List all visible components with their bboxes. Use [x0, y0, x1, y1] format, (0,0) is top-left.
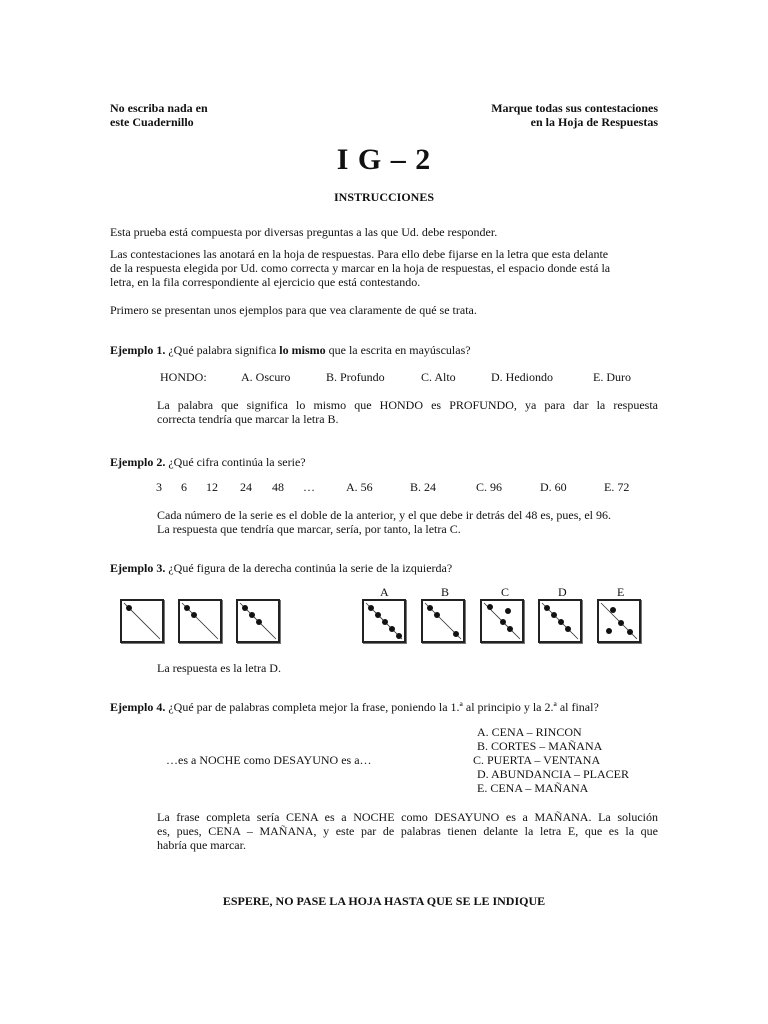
example-2-series-2: 12 — [206, 480, 218, 494]
example-4-expl-line1: La frase completa sería CENA es a NOCHE como DESAYUNO es a MAÑANA. La solución — [157, 810, 658, 824]
example-3-letter-b: B — [441, 585, 450, 599]
example-1-q-post: que la escrita en mayúsculas? — [325, 343, 471, 357]
example-2-option-d: D. 60 — [540, 480, 567, 494]
example-4-expl-line3: habría que marcar. — [157, 838, 246, 852]
example-4-option-d: D. ABUNDANCIA – PLACER — [477, 767, 630, 781]
example-1-q-bold: lo mismo — [279, 343, 326, 357]
option-figure-e — [597, 599, 641, 643]
example-2-label: Ejemplo 2. — [110, 455, 166, 469]
example-3-question-text: ¿Qué figura de la derecha continúa la serie de la izquierda? — [165, 561, 453, 575]
example-1-explanation — [157, 398, 658, 426]
example-3-answer: La respuesta es la letra D. — [157, 661, 281, 675]
example-4-option-e: E. CENA – MAÑANA — [477, 781, 589, 795]
example-4-option-a: A. CENA – RINCON — [477, 725, 582, 739]
header-right-line2: en la Hoja de Respuestas — [530, 115, 658, 129]
example-4-options — [473, 725, 630, 795]
example-1-expl-line2: correcta tendría que marcar la letra B. — [157, 412, 339, 426]
example-4-expl-line2: es, pues, CENA – MAÑANA, y este par de palabras tienen delante la letra E, que es la que — [157, 824, 658, 838]
footer-notice: ESPERE, NO PASE LA HOJA HASTA QUE SE LE INDIQUE — [222, 894, 546, 908]
intro-paragraph-3: Primero se presentan unos ejemplos para que vea claramente de qué se trata. — [110, 303, 477, 317]
example-2-option-c: C. 96 — [476, 480, 503, 494]
example-2-option-e: E. 72 — [604, 480, 630, 494]
example-2-series-1: 6 — [181, 480, 187, 494]
example-1-q-pre: ¿Qué palabra significa — [165, 343, 280, 357]
intro-paragraph-1: Esta prueba está compuesta por diversas preguntas a las que Ud. debe responder. — [110, 225, 498, 239]
example-2-option-b: B. 24 — [410, 480, 437, 494]
example-4-question-text: ¿Qué par de palabras completa mejor la frase, poniendo la 1.ª al principio y la 2.ª al final? — [165, 700, 599, 714]
series-figure-2 — [178, 599, 222, 643]
series-figure-1 — [120, 599, 164, 643]
intro-p2-line2: de la respuesta elegida por Ud. como correcta y marcar en la hoja de respuestas, el espacio donde está la — [110, 261, 611, 275]
example-2-series-5: … — [303, 480, 315, 494]
example-3-question — [110, 561, 452, 576]
page-subtitle: INSTRUCCIONES — [333, 190, 435, 204]
example-1-word: HONDO: — [160, 370, 207, 384]
example-4-explanation — [157, 810, 658, 852]
example-1-option-c: C. Alto — [421, 370, 456, 384]
example-2-explanation — [157, 508, 658, 536]
intro-paragraph-2 — [110, 247, 658, 289]
header-right-line1: Marque todas sus contestaciones — [491, 101, 658, 115]
example-3-letter-d: D — [558, 585, 567, 599]
example-2-question-text: ¿Qué cifra continúa la serie? — [165, 455, 306, 469]
example-4-label: Ejemplo 4. — [110, 700, 166, 714]
example-2-option-a: A. 56 — [346, 480, 373, 494]
option-figure-d — [538, 599, 582, 643]
example-3-letter-a: A — [380, 585, 389, 599]
example-3-label: Ejemplo 3. — [110, 561, 166, 575]
example-1-option-a: A. Oscuro — [241, 370, 291, 384]
example-4-option-b: B. CORTES – MAÑANA — [477, 739, 603, 753]
example-2-series-0: 3 — [156, 480, 162, 494]
option-figure-b — [421, 599, 465, 643]
example-4-phrase: …es a NOCHE como DESAYUNO es a… — [166, 753, 372, 767]
header-left-line1: No escriba nada en — [110, 101, 208, 115]
example-4-question — [110, 700, 599, 715]
intro-p2-line1: Las contestaciones las anotará en la hoja de respuestas. Para ello debe fijarse en la letra que esta delante — [110, 247, 609, 261]
option-figure-c — [480, 599, 524, 643]
example-2-expl-line2: La respuesta que tendría que marcar, sería, por tanto, la letra C. — [157, 522, 461, 536]
example-2-question — [110, 455, 306, 470]
page-title: I G – 2 — [336, 143, 432, 176]
example-1-option-e: E. Duro — [593, 370, 631, 384]
series-figure-3 — [236, 599, 280, 643]
example-2-expl-line1: Cada número de la serie es el doble de la anterior, y el que debe ir detrás del 48 es, pues, el 96. — [157, 508, 612, 522]
example-1-question — [110, 343, 471, 358]
intro-p2-line3: letra, en la fila correspondiente al ejercicio que está contestando. — [110, 275, 421, 289]
example-4-option-c: C. PUERTA – VENTANA — [473, 753, 601, 767]
example-2-series-3: 24 — [240, 480, 252, 494]
example-1-option-d: D. Hediondo — [491, 370, 553, 384]
example-2-series-4: 48 — [272, 480, 284, 494]
example-3-letter-c: C — [501, 585, 510, 599]
header-left-line2: este Cuadernillo — [110, 115, 194, 129]
example-1-label: Ejemplo 1. — [110, 343, 166, 357]
example-1-expl-line1: La palabra que significa lo mismo que HONDO es PROFUNDO, ya para dar la respuesta — [157, 398, 658, 412]
example-1-option-b: B. Profundo — [326, 370, 385, 384]
example-3-letter-e: E — [617, 585, 625, 599]
option-figure-a — [362, 599, 406, 643]
